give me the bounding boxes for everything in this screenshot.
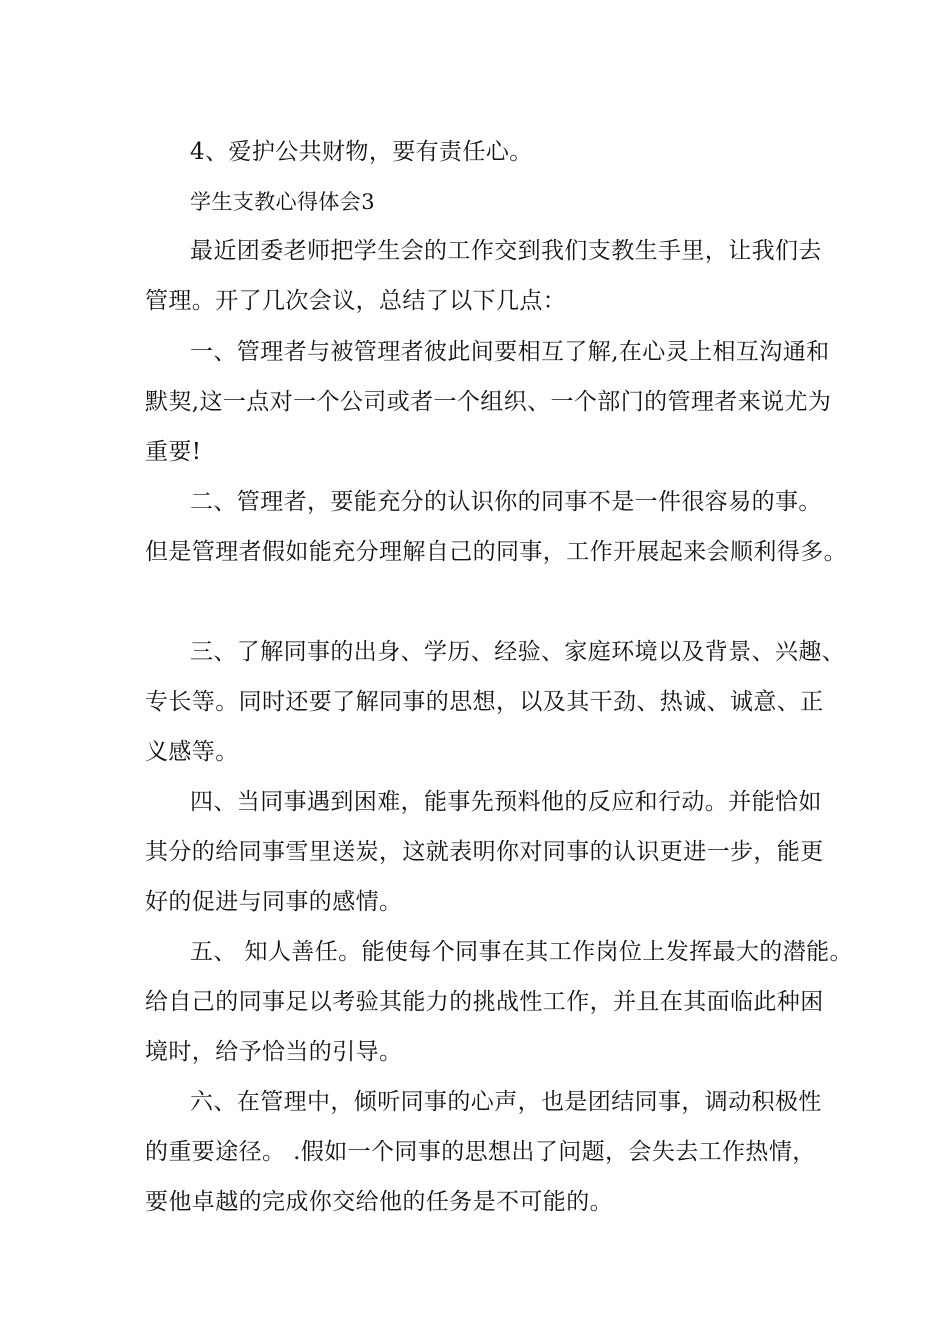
point-5-line-1: 五、 知人善任。能使每个同事在其工作岗位上发挥最大的潜能。 bbox=[190, 939, 853, 965]
point-4-line-3: 好的促进与同事的感情。 bbox=[145, 889, 403, 915]
point-5-line-2: 给自己的同事足以考验其能力的挑战性工作，并且在其面临此种困 bbox=[145, 989, 824, 1015]
point-6-line-3: 要他卓越的完成你交给他的任务是不可能的。 bbox=[145, 1189, 613, 1215]
point-6-line-1: 六、在管理中，倾听同事的心声，也是团结同事，调动积极性 bbox=[190, 1089, 822, 1115]
point-1-line-3: 重要! bbox=[145, 439, 202, 465]
point-2-line-2: 但是管理者假如能充分理解自己的同事，工作开展起来会顺利得多。 bbox=[145, 539, 847, 565]
point-3-line-3: 义感等。 bbox=[145, 739, 239, 765]
point-3-line-2: 专长等。同时还要了解同事的思想，以及其干劲、热诚、诚意、正 bbox=[145, 689, 824, 715]
point-4-line-1: 四、当同事遇到困难，能事先预料他的反应和行动。并能恰如 bbox=[190, 789, 822, 815]
section-heading: 学生支教心得体会3 bbox=[190, 190, 375, 214]
list-item-4: 4、爱护公共财物，要有责任心。 bbox=[190, 139, 533, 165]
point-5-line-3: 境时，给予恰当的引导。 bbox=[145, 1039, 403, 1065]
point-1-line-1: 一、管理者与被管理者彼此间要相互了解,在心灵上相互沟通和 bbox=[190, 339, 830, 365]
paragraph-intro-line-1: 最近团委老师把学生会的工作交到我们支教生手里，让我们去 bbox=[190, 238, 822, 264]
point-3-line-1: 三、了解同事的出身、学历、经验、家庭环境以及背景、兴趣、 bbox=[190, 639, 846, 665]
point-1-line-2: 默契,这一点对一个公司或者一个组织、一个部门的管理者来说尤为 bbox=[145, 389, 832, 415]
paragraph-intro-line-2: 管理。开了几次会议，总结了以下几点： bbox=[145, 288, 567, 314]
point-6-line-2: 的重要途径。 .假如一个同事的思想出了问题，会失去工作热情， bbox=[145, 1139, 816, 1165]
point-2-line-1: 二、管理者，要能充分的认识你的同事不是一件很容易的事。 bbox=[190, 489, 822, 515]
point-4-line-2: 其分的给同事雪里送炭，这就表明你对同事的认识更进一步，能更 bbox=[145, 839, 824, 865]
